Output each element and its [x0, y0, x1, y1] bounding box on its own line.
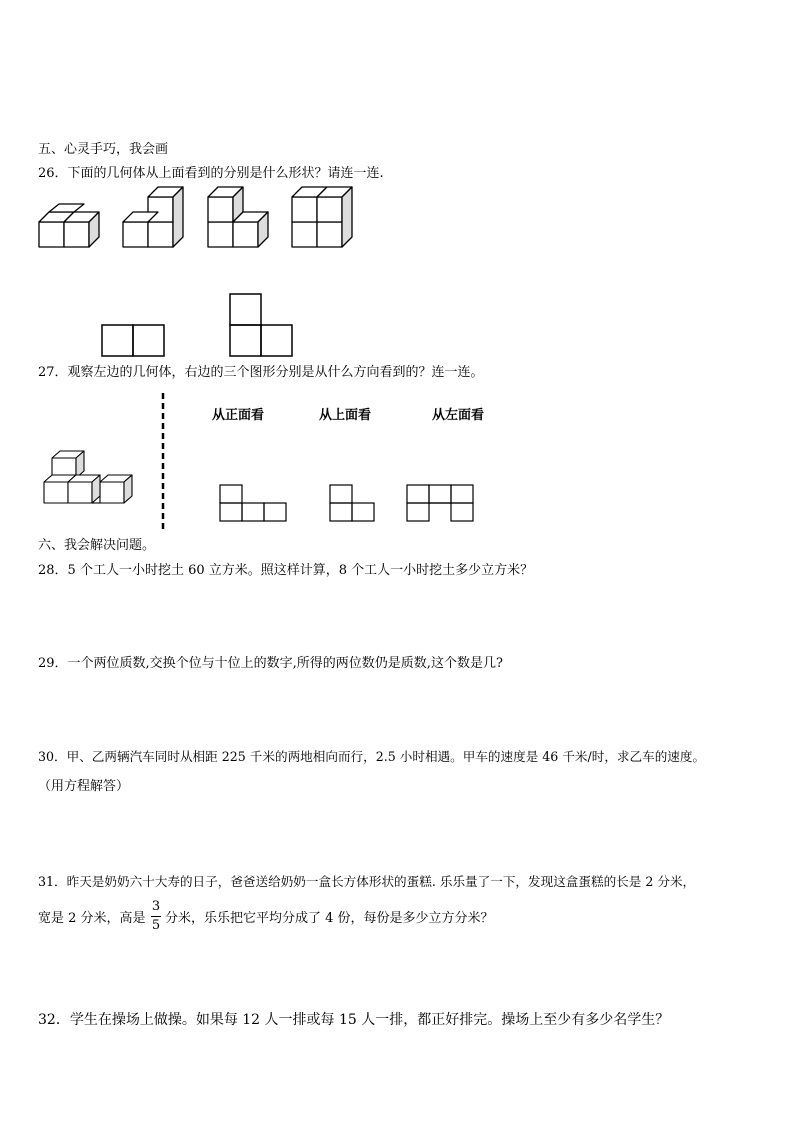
section-five-heading: 五、心灵手巧，我会画 [38, 142, 169, 157]
question-27: 27．观察左边的几何体，右边的三个图形分别是从什么方向看到的？连一连。 [38, 365, 484, 380]
question-31-line-2b: 分米，乐乐把它平均分成了 4 份，每份是多少立方分米？ [165, 911, 494, 926]
question-30-line-2: （用方程解答） [38, 779, 130, 794]
view-label-top: 从上面看 [319, 408, 372, 423]
view-shape-2 [330, 485, 374, 521]
view-label-left: 从左面看 [432, 408, 485, 423]
question-30-line-1: 30．甲、乙两辆汽车同时从相距 225 千米的两地相向而行，2.5 小时相遇。甲车的速度是 46 千米/时，求乙车的速度。 [38, 749, 706, 764]
question-32: 32．学生在操场上做操。如果每 12 人一排或每 15 人一排，都正好排完。操场上至少有多少名学生？ [38, 1012, 670, 1028]
q27-views [0, 0, 794, 540]
question-26: 26．下面的几何体从上面看到的分别是什么形状？请连一连. [38, 166, 384, 181]
section-six-heading: 六、我会解决问题。 [38, 538, 156, 553]
view-shape-3 [407, 485, 473, 521]
fraction-numerator: 3 [151, 899, 161, 914]
question-31-line-1: 31．昨天是奶奶六十大寿的日子，爸爸送给奶奶一盒长方体形状的蛋糕. 乐乐量了一下，发现这盒蛋糕的长是 2 分米， [38, 874, 696, 889]
question-31-line-2a: 宽是 2 分米，高是 [38, 911, 146, 926]
view-shape-1 [220, 485, 286, 521]
view-label-front: 从正面看 [212, 408, 265, 423]
fraction-bar [151, 916, 161, 917]
question-28: 28．5 个工人一小时挖土 60 立方米。照这样计算，8 个工人一小时挖土多少立方米？ [38, 563, 534, 578]
question-29: 29．一个两位质数,交换个位与十位上的数字,所得的两位数仍是质数,这个数是几? [38, 656, 503, 671]
fraction-denominator: 5 [151, 918, 161, 933]
